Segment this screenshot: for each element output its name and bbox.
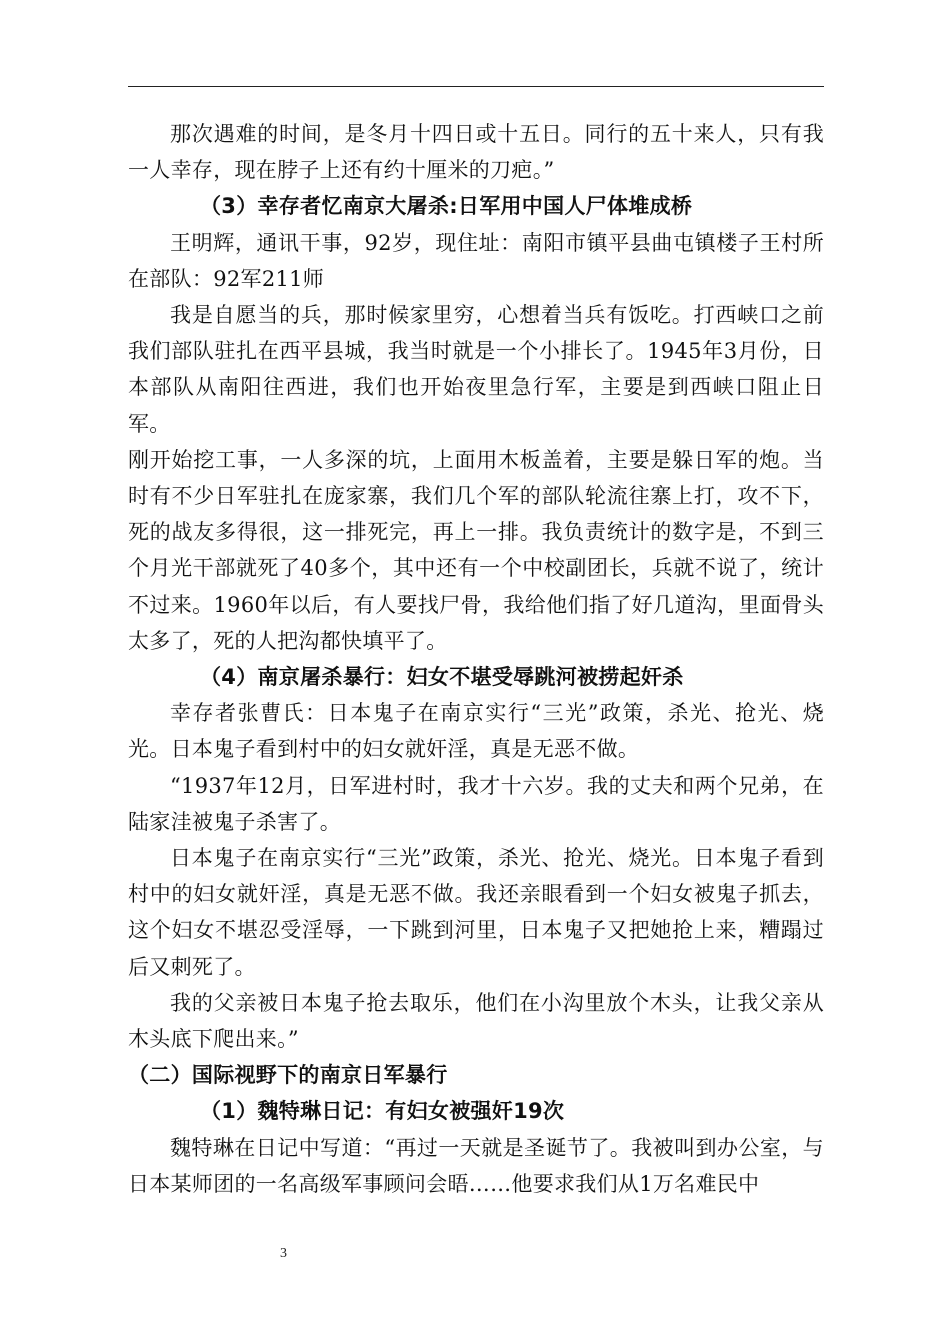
paragraph: 我的父亲被日本鬼子抢去取乐，他们在小沟里放个木头，让我父亲从木头底下爬出来。” [128, 990, 824, 1052]
paragraph: 魏特琳在日记中写道：“再过一天就是圣诞节了。我被叫到办公室，与日本某师团的一名高级军事顾问会晤……他要求我们从1万名难民中 [128, 1135, 824, 1196]
paragraph: 王明辉，通讯干事，92岁，现住址：南阳市镇平县曲屯镇楼子王村所在部队：92军211师 [128, 230, 824, 291]
paragraph: 我是自愿当的兵，那时候家里穷，心想着当兵有饭吃。打西峡口之前我们部队驻扎在西平县城，我当时就是一个小排长了。1945年3月份，日本部队从南阳往西进，我们也开始夜里急行军，主要是到西峡口阻止日军。 [128, 303, 824, 436]
paragraph: 刚开始挖工事，一人多深的坑，上面用木板盖着，主要是躲日军的炮。当时有不少日军驻扎在庞家寨，我们几个军的部队轮流往寨上打，攻不下，死的战友多得很，这一排死完，再上一排。我负责统计的数字是，不到三个月光干部就死了40多个，其中还有一个中校副团长，兵就不说了，统计不过来。1960年以后，有人要找尸骨，我给他们指了好几道沟，里面骨头太多了，死的人把沟都快填平了。 [128, 447, 824, 653]
paragraph: 幸存者张曹氏：日本鬼子在南京实行“三光”政策，杀光、抢光、烧光。日本鬼子看到村中的妇女就奸淫，真是无恶不做。 [128, 701, 824, 762]
header-rule [128, 86, 824, 87]
page-number: 3 [280, 1246, 287, 1261]
paragraph: 那次遇难的时间，是冬月十四日或十五日。同行的五十来人，只有我一人幸存，现在脖子上还有约十厘米的刀疤。” [128, 122, 824, 183]
paragraph: 日本鬼子在南京实行“三光”政策，杀光、抢光、烧光。日本鬼子看到村中的妇女就奸淫，真是无恶不做。我还亲眼看到一个妇女被鬼子抓去，这个妇女不堪忍受淫辱，一下跳到河里，日本鬼子又把她抢上来，糟蹋过后又刺死了。 [128, 846, 824, 979]
chapter-heading: （二）国际视野下的南京日军暴行 [128, 1063, 448, 1088]
paragraph: “1937年12月，日军进村时，我才十六岁。我的丈夫和两个兄弟，在陆家洼被鬼子杀害了。 [128, 773, 824, 834]
section-heading: （4）南京屠杀暴行：妇女不堪受辱跳河被捞起奸杀 [200, 665, 684, 690]
section-heading: （1）魏特琳日记：有妇女被强奸19次 [200, 1099, 565, 1124]
section-heading: （3）幸存者忆南京大屠杀:日军用中国人尸体堆成桥 [200, 194, 693, 219]
document-body [128, 116, 824, 1202]
